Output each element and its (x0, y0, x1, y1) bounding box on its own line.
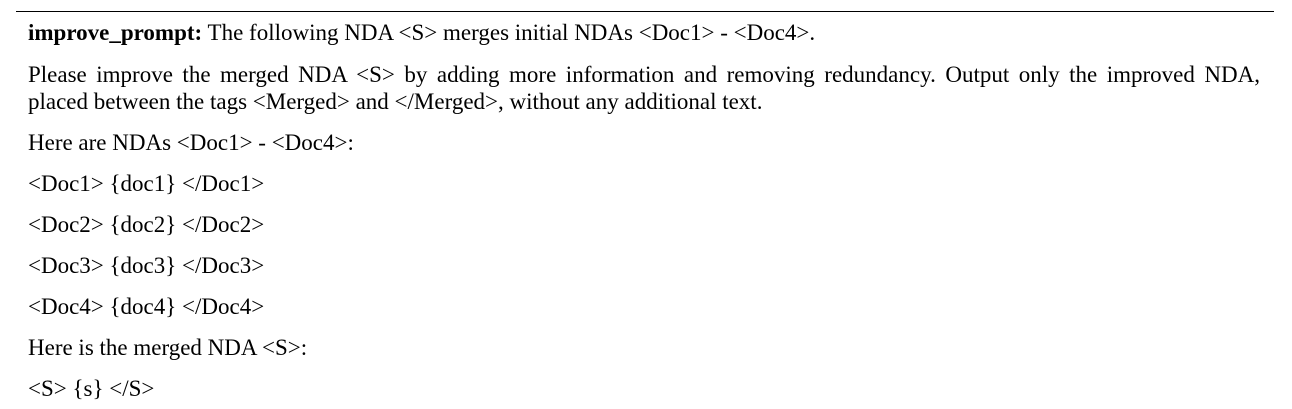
prompt-instruction: Please improve the merged NDA <S> by adding more information and removing redundancy. Output only the improved NDA, placed between the tags <Merged> and </Merged>, without any additional text. (28, 62, 1260, 114)
top-rule (16, 11, 1274, 12)
doc-line-1: <Doc1> {doc1} </Doc1> (28, 171, 265, 196)
docs-header: Here are NDAs <Doc1> - <Doc4>: (28, 130, 354, 155)
merged-header: Here is the merged NDA <S>: (28, 335, 308, 360)
prompt-label: improve_prompt: (28, 20, 203, 45)
prompt-intro-line (28, 20, 815, 46)
doc-line-4: <Doc4> {doc4} </Doc4> (28, 294, 265, 319)
doc-line-3: <Doc3> {doc3} </Doc3> (28, 253, 265, 278)
merged-line: <S> {s} </S> (28, 376, 155, 401)
doc-line-2: <Doc2> {doc2} </Doc2> (28, 212, 265, 237)
prompt-intro: The following NDA <S> merges initial NDAs <Doc1> - <Doc4>. (202, 20, 816, 45)
